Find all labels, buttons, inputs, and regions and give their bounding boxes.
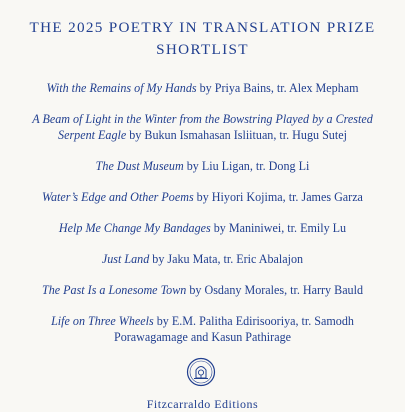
book-credit: by E.M. Palitha Edirisooriya, tr. Samodh Porawagamage and Kasun Pathirage	[114, 314, 354, 344]
shortlist-entry	[18, 313, 387, 345]
publisher-emblem-icon	[186, 357, 216, 387]
shortlist-entry	[18, 158, 387, 174]
book-title: With the Remains of My Hands	[46, 81, 197, 95]
shortlist-entry	[18, 251, 387, 267]
book-credit: by Bukun Ismahasan Isliituan, tr. Hugu Sutej	[126, 128, 347, 142]
book-credit: by Hiyori Kojima, tr. James Garza	[193, 190, 363, 204]
publisher-name: Fitzcarraldo Editions	[146, 397, 259, 411]
book-credit: by Jaku Mata, tr. Eric Abalajon	[149, 252, 304, 266]
shortlist-entry	[18, 189, 387, 205]
page-title: THE 2025 POETRY IN TRANSLATION PRIZE	[29, 19, 376, 36]
book-title: Help Me Change My Bandages	[58, 221, 211, 235]
shortlist-entry	[18, 282, 387, 298]
book-credit: by Osdany Morales, tr. Harry Bauld	[186, 283, 364, 297]
book-title: Life on Three Wheels	[51, 314, 154, 328]
book-title: A Beam of Light in the Winter from the Bowstring Played by a Crested Serpent Eagle	[32, 112, 373, 142]
book-title: The Past Is a Lonesome Town	[41, 283, 187, 297]
book-credit: by Maniniwei, tr. Emily Lu	[210, 221, 347, 235]
shortlist-entry	[18, 220, 387, 236]
shortlist-entry	[18, 80, 387, 96]
book-title: The Dust Museum	[95, 159, 184, 173]
book-credit: by Liu Ligan, tr. Dong Li	[183, 159, 310, 173]
book-title: Water’s Edge and Other Poems	[42, 190, 194, 204]
book-credit: by Priya Bains, tr. Alex Mepham	[196, 81, 359, 95]
page-subtitle: SHORTLIST	[156, 41, 249, 58]
book-title: Just Land	[101, 252, 150, 266]
shortlist-entry	[18, 111, 387, 143]
shortlist	[18, 80, 387, 360]
